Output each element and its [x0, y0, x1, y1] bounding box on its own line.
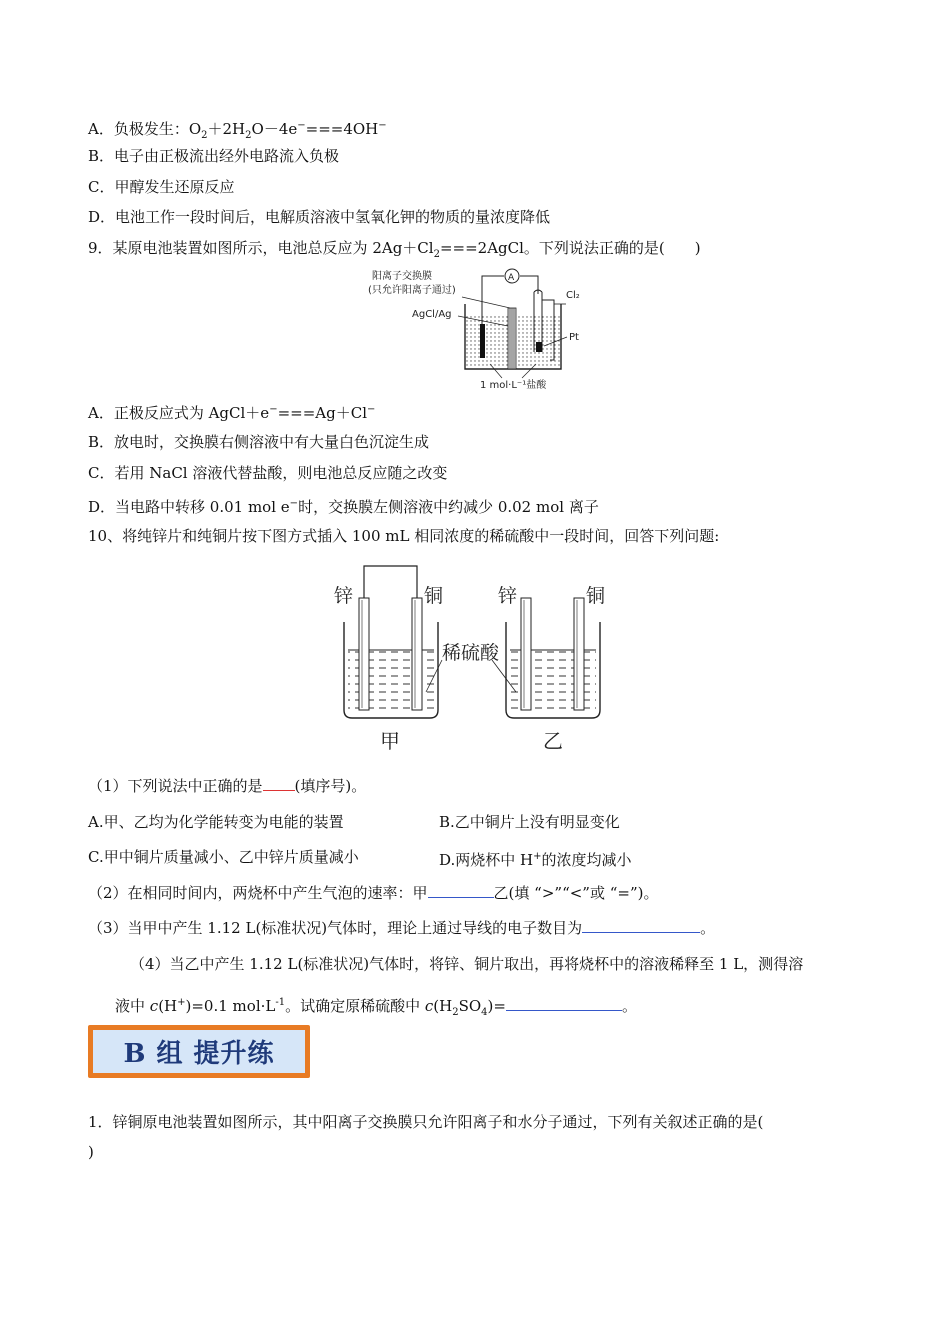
q10-part4-line2: 液中 c(H+)=0.1 $mol\cdot L^{-1}$。试确定原稀硫酸中 $c(H_2SO_4)=$ 。 [115, 997, 637, 1018]
section-banner [88, 1025, 310, 1078]
b-question-1-stem: 1．锌铜原电池装置如图所示，其中阳离子交换膜只允许阳离子和水分子通过，下列有关叙述正确的是( [88, 1113, 764, 1131]
q8-option-a: A．负极发生：$O_2+2H_2O-4e^-===4OH^-$ [88, 120, 387, 141]
ammeter-label: A [508, 273, 515, 283]
gas-label: Cl₂ [566, 290, 580, 301]
q10-stem: 10、将纯锌片和纯铜片按下图方式插入 100 mL 相同浓度的稀硫酸中一段时间，回答下列问题: [88, 527, 720, 545]
q10-part4-line1: （4）当乙中产生 1.12 L(标准状况)气体时，将锌、铜片取出，再将烧杯中的溶液稀释至 1 L，测得溶 [130, 955, 804, 973]
q8-option-c: C．甲醇发生还原反应 [88, 178, 235, 196]
electrode-right-label: Pt [569, 332, 579, 343]
q10-part3: （3）当甲中产生 1.12 L(标准状况)气体时，理论上通过导线的电子数目为 。 [88, 919, 716, 937]
membrane-label-1: 阳离子交换膜 [372, 271, 432, 282]
section-banner-title: B 组 提升练 [93, 1030, 305, 1073]
q10-p1-option-b: B.乙中铜片上没有明显变化 [439, 813, 620, 831]
q10-part1: （1）下列说法中正确的是 (填序号)。 [88, 777, 367, 795]
q9-option-a: A．正极反应式为 AgCl＋e−===Ag＋Cl− [88, 404, 376, 422]
acid-label: 稀硫酸 [442, 642, 500, 664]
q9-option-b: B．放电时，交换膜右侧溶液中有大量白色沉淀生成 [88, 433, 430, 451]
beaker2-label: 乙 [543, 729, 563, 753]
beaker2-cu-label: 铜 [586, 585, 606, 607]
q9-option-d: D．当电路中转移 0.01 mol e−时，交换膜左侧溶液中约减少 0.02 mol 离子 [88, 498, 599, 516]
beaker1-zn-label: 锌 [334, 585, 354, 607]
q10-p1-option-c: C.甲中铜片质量减小、乙中锌片质量减小 [88, 848, 359, 866]
beaker1-label: 甲 [380, 729, 400, 753]
beaker2-zn-label: 锌 [498, 585, 518, 607]
q10-beakers-diagram [330, 560, 620, 755]
q10-p1-option-d: D.两烧杯中 H+的浓度均减小 [439, 851, 632, 869]
answer-blank-2[interactable] [428, 883, 494, 898]
q8-option-d: D．电池工作一段时间后，电解质溶液中氢氧化钾的物质的量浓度降低 [88, 208, 551, 226]
electrode-left-label: AgCl/Ag [412, 309, 452, 320]
solution-label: 1 mol·L⁻¹盐酸 [480, 380, 547, 391]
answer-blank-3[interactable] [582, 918, 700, 933]
q10-part2: （2）在相同时间内，两烧杯中产生气泡的速率：甲 乙(填 “>”“<”或 “=”)。 [88, 884, 659, 902]
q9-cell-diagram [362, 264, 594, 392]
b-question-1-stem-tail: ) [88, 1143, 94, 1161]
q9-option-c: C．若用 NaCl 溶液代替盐酸，则电池总反应随之改变 [88, 464, 448, 482]
q8-option-b: B．电子由正极流出经外电路流入负极 [88, 147, 340, 165]
q9-stem: 9．某原电池装置如图所示，电池总反应为 $2Ag+Cl_2===2AgCl$。下列说法正确的是( ) [88, 239, 701, 260]
q10-p1-option-a: A.甲、乙均为化学能转变为电能的装置 [88, 813, 344, 831]
answer-blank-1[interactable] [263, 776, 295, 791]
answer-blank-4[interactable] [506, 996, 622, 1011]
membrane-label-2: (只允许阳离子通过) [368, 285, 456, 296]
beaker1-cu-label: 铜 [424, 585, 444, 607]
